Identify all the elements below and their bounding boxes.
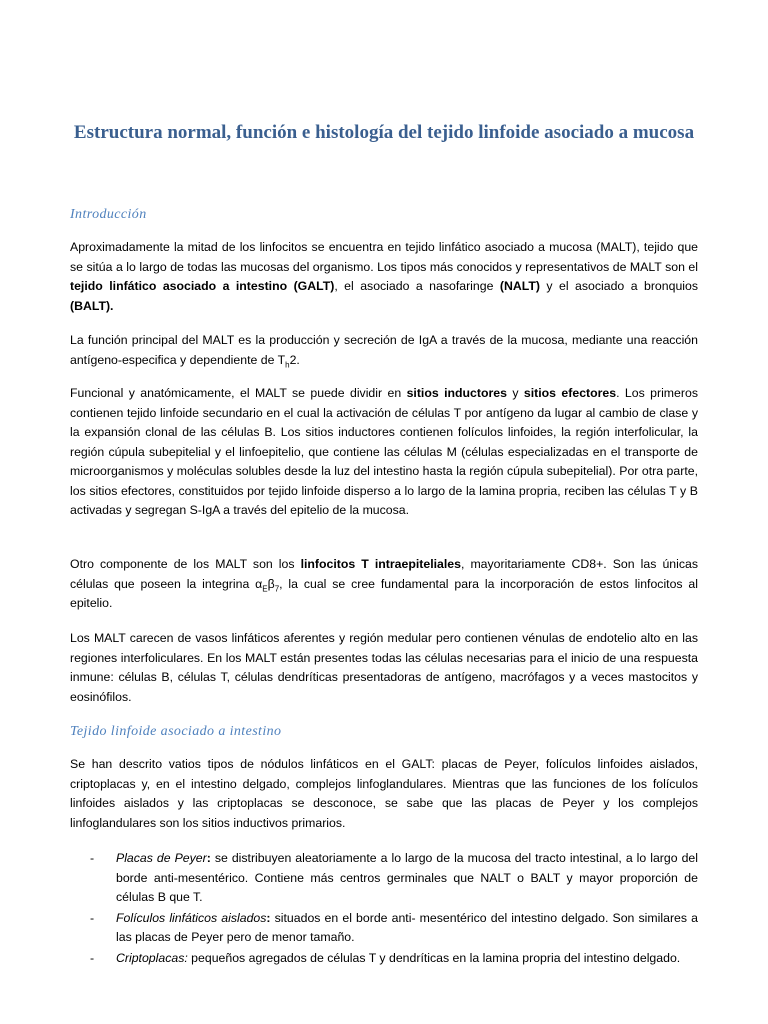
paragraph-malt-intro: Aproximadamente la mitad de los linfocitos se encuentra en tejido linfático asociado a mucosa (MALT), tejido que se sitúa a lo largo de todas las mucosas del organismo. Los tipos más conocidos y representativos de MALT son el tejido linfático asociado a intestino (GALT), el asociado a nasofaringe (NALT) y el asociado a bronquios (BALT). [70,240,698,313]
list-item-criptoplacas: - Criptoplacas: pequeños agregados de células T y dendríticas en la lamina propria del intestino delgado. [70,949,698,969]
galt-types-list [70,849,698,969]
bullet-dash: - [90,851,95,865]
bullet-dash: - [90,950,95,965]
paragraph-galt-nodules: Se han descrito vatios tipos de nódulos linfáticos en el GALT: placas de Peyer, folículos linfoides aislados, criptoplacas y, en el intestino delgado, complejos linfoglandulares. Mientras que las funciones de los folículos linfoides aislados y las criptoplacas se desconoce, se sabe que las placas de Peyer y los complejos linfoglandulares son los sitios inductivos primarios. [70,757,698,830]
list-item-placas-de-peyer: - Placas de Peyer: se distribuyen aleatoriamente a lo largo de la mucosa del tracto intestinal, a lo largo del borde anti-mesentérico. Contiene más centros germinales que NALT o BALT y mayor proporción de células B que T. [90,851,698,904]
list-item-foliculos-linfaticos-aislados: - Folículos linfáticos aislados: situados en el borde anti- mesentérico del intestino delgado. Son similares a las placas de Peyer pero de menor tamaño. [90,910,698,944]
paragraph-inductor-effector-sites: Funcional y anatómicamente, el MALT se puede dividir en sitios inductores y sitios efectores. Los primeros contienen tejido linfoide secundario en el cual la activación de células T por antígeno da lugar al cambio de clase y la expansión clonal de las células B. Los sitios inductores contienen folículos linfoides, la región interfolicular, la región cúpula subepitelial y el linfoepitelio, que contiene las células M (células especializadas en el transporte de microorganismos y moléculas solubles desde la luz del intestino hasta la región cúpula subepitelial). Por otra parte, los sitios efectores, constituidos por tejido linfoide disperso a lo largo de la lamina propria, reciben las células T y B activadas y segregan S-IgA a través del epitelio de la mucosa. [70,386,698,517]
section-heading-introduccion: Introducción [70,207,147,222]
paragraph-intraepithelial-lymphocytes: Otro componente de los MALT son los linfocitos T intraepiteliales, mayoritariamente CD8+. Son las únicas células que poseen la integrina $\alpha_E\beta_7$, la cual se cree fundamental para la incorporación de estos linfocitos al epitelio. [70,557,699,610]
bullet-dash: - [90,910,95,925]
document-title: Estructura normal, función e histología del tejido linfoide asociado a mucosa [73,122,695,143]
paragraph-malt-cells: Los MALT carecen de vasos linfáticos aferentes y región medular pero contienen vénulas de endotelio alto en las regiones interfoliculares. En los MALT están presentes todas las células necesarias para el inicio de una respuesta inmune: células B, células T, células dendríticas presentadoras de antígeno, macrófagos y a veces mastocitos y eosinófilos. [70,631,698,704]
section-heading-galt: Tejido linfoide asociado a intestino [70,724,282,739]
paragraph-malt-function: La función principal del MALT es la producción y secreción de IgA a través de la mucosa, mediante una reacción antígeno-especifica y dependiente de $T_h2$. [70,333,698,369]
